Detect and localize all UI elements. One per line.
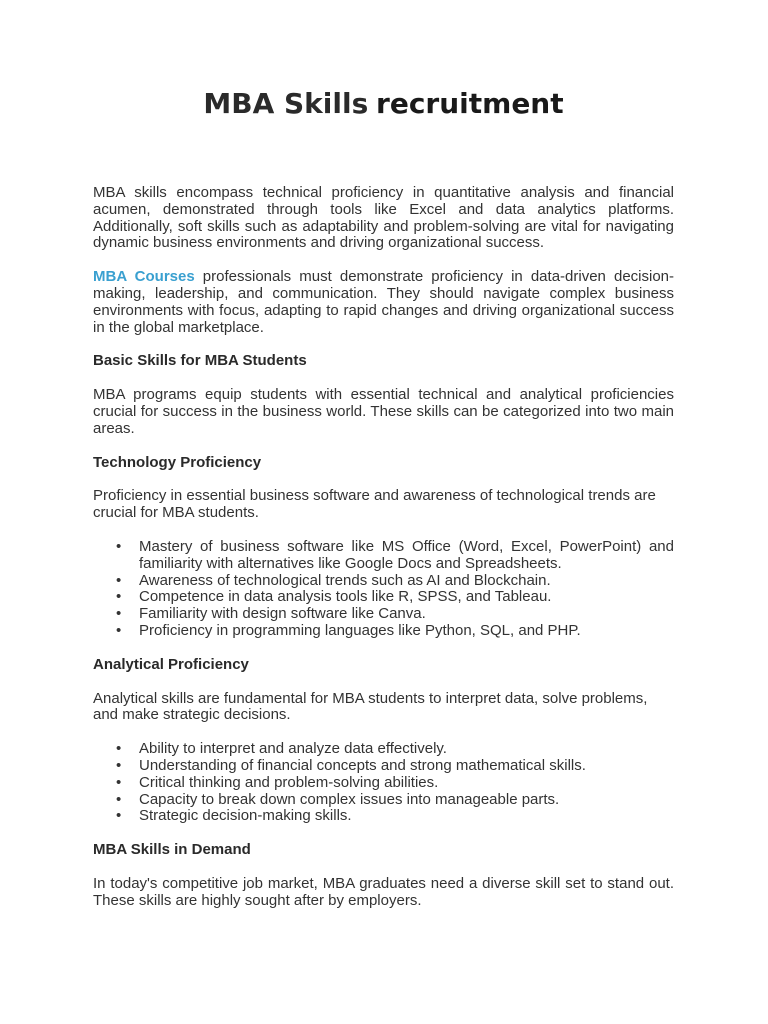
technology-list xyxy=(93,539,674,640)
list-item: • Capacity to break down complex issues into manageable parts. xyxy=(139,792,674,809)
list-item: • Proficiency in programming languages like Python, SQL, and PHP. xyxy=(139,623,674,640)
list-item: • Competence in data analysis tools like R, SPSS, and Tableau. xyxy=(139,589,674,606)
demand-heading: MBA Skills in Demand xyxy=(93,841,251,859)
courses-paragraph xyxy=(93,269,674,336)
basic-skills-heading: Basic Skills for MBA Students xyxy=(93,352,307,370)
list-item: • Mastery of business software like MS Office (Word, Excel, PowerPoint) and familiarity with alternatives like Google Docs and Spreadsheets. xyxy=(139,539,674,573)
mba-courses-link[interactable]: MBA Courses xyxy=(93,268,195,286)
demand-paragraph: In today's competitive job market, MBA graduates need a diverse skill set to stand out. These skills are highly sought after by employers. xyxy=(93,874,674,909)
analytical-list xyxy=(93,741,674,825)
list-item: • Understanding of financial concepts and strong mathematical skills. xyxy=(139,758,674,775)
basic-skills-paragraph: MBA programs equip students with essential technical and analytical proficiencies crucial for success in the business world. These skills can be categorized into two main areas. xyxy=(93,386,674,437)
list-item: • Ability to interpret and analyze data effectively. xyxy=(139,741,674,758)
list-item: • Critical thinking and problem-solving abilities. xyxy=(139,775,674,792)
analytical-paragraph: Analytical skills are fundamental for MBA students to interpret data, solve problems, and make strategic decisions. xyxy=(93,689,648,724)
list-item: • Familiarity with design software like Canva. xyxy=(139,606,674,623)
analytical-heading: Analytical Proficiency xyxy=(93,655,249,673)
title-part-1: MBA Skills xyxy=(203,87,369,120)
courses-paragraph-text: professionals must demonstrate proficiency in data-driven decision-making, leadership, and communication. They should navigate complex business environments with focus, adapting to rapid changes and driving organizational success in the global marketplace. xyxy=(93,268,674,336)
list-item: • Awareness of technological trends such as AI and Blockchain. xyxy=(139,573,674,590)
list-item: • Strategic decision-making skills. xyxy=(139,808,674,825)
page-title xyxy=(93,86,674,122)
technology-heading: Technology Proficiency xyxy=(93,453,262,471)
intro-paragraph: MBA skills encompass technical proficiency in quantitative analysis and financial acumen, demonstrated through tools like Excel and data analytics platforms. Additionally, soft skills such as adaptability and problem-solving are vital for navigating dynamic business environments and driving organizational success. xyxy=(93,184,674,252)
title-part-2: recruitment xyxy=(376,87,564,120)
technology-paragraph: Proficiency in essential business software and awareness of technological trends are crucial for MBA students. xyxy=(93,487,656,522)
